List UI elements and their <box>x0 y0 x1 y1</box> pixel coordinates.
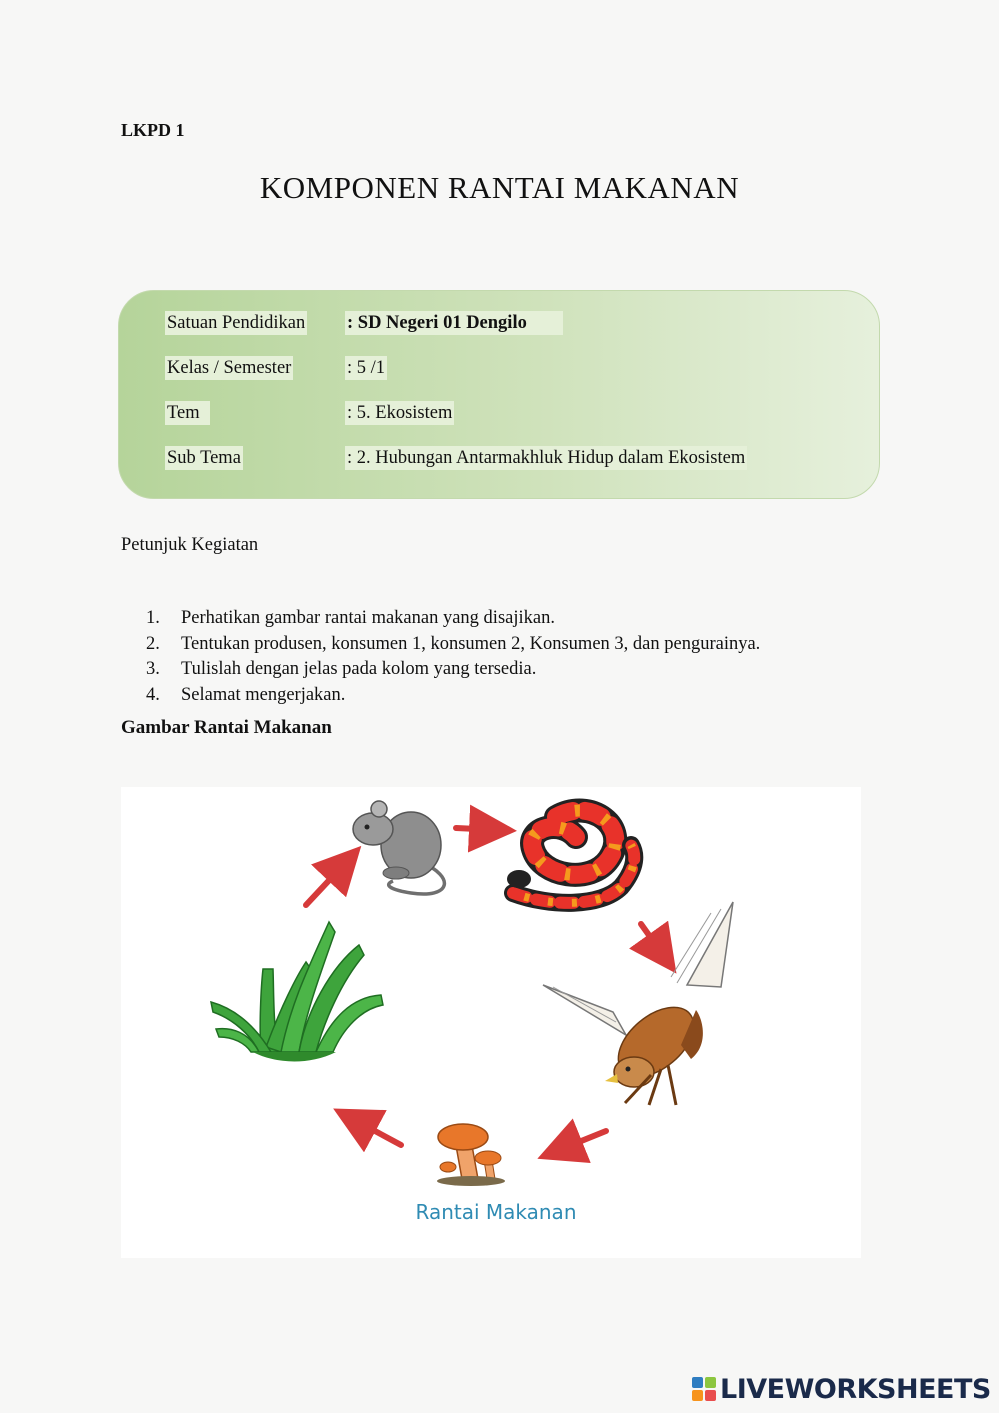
info-box <box>118 290 880 499</box>
mouse-icon <box>353 801 444 894</box>
list-item <box>146 683 760 709</box>
arrow-mushroom-to-grass <box>349 1117 401 1145</box>
snake-icon <box>507 811 634 903</box>
page-title: KOMPONEN RANTAI MAKANAN <box>259 170 740 205</box>
step-text: Selamat mengerjakan. <box>181 684 346 705</box>
eagle-icon <box>543 902 733 1105</box>
step-text: Tulislah dengan jelas pada kolom yang tersedia. <box>181 659 537 679</box>
arrow-eagle-to-mushroom <box>554 1131 606 1152</box>
step-number: 2. <box>146 633 160 654</box>
info-value: : SD Negeri 01 Dengilo <box>345 311 563 335</box>
food-chain-diagram <box>121 787 861 1258</box>
arrow-snake-to-eagle <box>641 924 666 959</box>
info-label: Sub Tema <box>167 448 241 468</box>
info-value: : 5. Ekosistem <box>347 403 453 423</box>
liveworksheets-logo <box>692 1373 991 1405</box>
info-value: : 2. Hubungan Antarmakhluk Hidup dalam Ekosistem <box>347 448 746 468</box>
diagram-caption: Rantai Makanan <box>415 1200 577 1224</box>
grass-icon <box>211 922 383 1061</box>
list-item <box>146 632 760 658</box>
diagram-heading: Gambar Rantai Makanan <box>121 717 332 738</box>
instructions-heading: Petunjuk Kegiatan <box>121 535 259 555</box>
info-value: : 5 /1 <box>347 358 386 378</box>
step-number: 3. <box>146 659 160 679</box>
list-item <box>146 606 760 632</box>
instruction-list <box>146 606 760 708</box>
info-label: Satuan Pendidikan <box>167 313 306 333</box>
mushroom-icon <box>437 1124 505 1186</box>
liveworksheets-logo-icon <box>692 1377 716 1401</box>
liveworksheets-logo-text: LIVEWORKSHEETS <box>720 1373 991 1405</box>
list-item <box>146 657 760 683</box>
arrow-grass-to-mouse <box>306 859 349 905</box>
step-number: 1. <box>146 608 160 628</box>
step-text: Perhatikan gambar rantai makanan yang disajikan. <box>181 608 555 628</box>
step-number: 4. <box>146 684 160 705</box>
info-label: Tem <box>165 401 210 425</box>
step-text: Tentukan produsen, konsumen 1, konsumen 2, Konsumen 3, dan pengurainya. <box>181 633 761 654</box>
arrow-mouse-to-snake <box>456 828 499 830</box>
lkpd-label: LKPD 1 <box>121 120 185 140</box>
info-label: Kelas / Semester <box>167 358 292 378</box>
